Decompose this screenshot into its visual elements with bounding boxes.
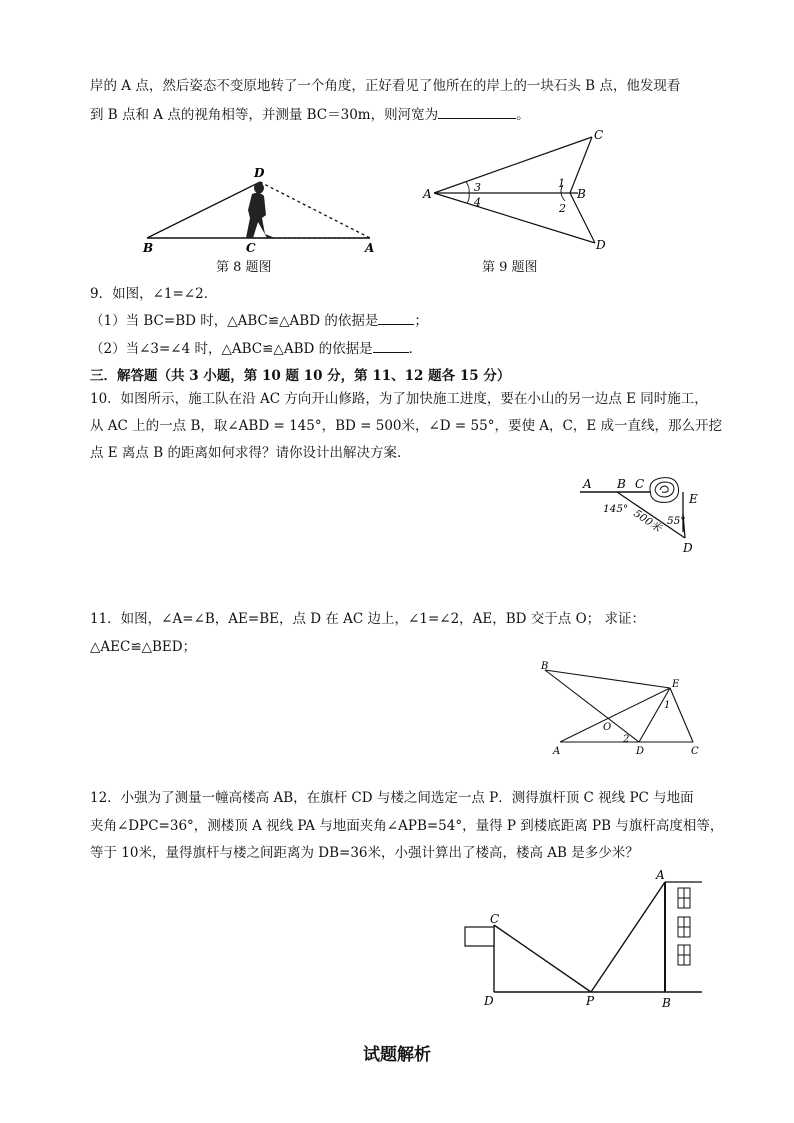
fig10-label-d: D — [683, 541, 693, 555]
q9-part1 — [90, 310, 428, 331]
q9-part1-text: （1）当 BC=BD 时，△ABC≌△ABD 的依据是 — [90, 313, 379, 329]
figure-12 — [460, 865, 710, 1010]
q11-line2: △AEC≌△BED； — [90, 639, 197, 655]
fig12-line-pc — [494, 925, 591, 992]
fig11-label-2: 2 — [623, 734, 630, 745]
section-3-heading: 三．解答题（共 3 小题，第 10 题 10 分，第 11、12 题各 15 分） — [90, 368, 511, 384]
fig10-angle-55: 55° — [667, 515, 686, 527]
q9-part2 — [90, 338, 422, 359]
fig11-line-bd — [545, 670, 639, 742]
q8-line2-end: 。 — [516, 107, 530, 123]
figure-8 — [135, 160, 385, 260]
q11-line1: 11．如图，∠A=∠B，AE=BE，点 D 在 AC 边上，∠1=∠2，AE，BD 交于点 O； 求证： — [90, 611, 645, 627]
fig8-person-silhouette — [246, 183, 275, 239]
q9-part2-blank[interactable] — [373, 338, 409, 353]
q12-line2: 夹角∠DPC=36°，测楼顶 A 视线 PA 与地面夹角∠APB=54°，量得 P 到楼底距离 PB 与旗杆高度相等， — [90, 818, 724, 834]
q10-line1: 10．如图所示，施工队在沿 AC 方向开山修路，为了加快施工进度，要在小山的另一边点 E 同时施工， — [90, 391, 708, 407]
fig8-dashed-da — [260, 182, 370, 238]
q12-line3: 等于 10米，量得旗杆与楼之间距离为 DB=36米，小强计算出了楼高，楼高 AB 是多少米？ — [90, 845, 639, 861]
fig12-line-pa — [591, 882, 665, 992]
fig12-label-c: C — [490, 912, 500, 926]
q12-line1: 12．小强为了测量一幢高楼高 AB，在旗杆 CD 与楼之间选定一点 P．测得旗杆顶 C 视线 PC 与地面 — [90, 790, 694, 806]
q9-part2-text: （2）当∠3=∠4 时，△ABC≌△ABD 的依据是 — [90, 341, 373, 357]
q8-answer-blank[interactable] — [438, 104, 516, 119]
figure-9 — [420, 125, 620, 255]
fig9-line-cb — [570, 137, 592, 193]
fig11-label-a: A — [553, 746, 561, 757]
fig8-line-bd — [147, 182, 260, 238]
fig8-label-c: C — [246, 241, 256, 255]
fig12-flag — [465, 927, 494, 946]
fig11-line-ae — [560, 688, 670, 742]
fig12-label-a: A — [656, 868, 665, 882]
fig10-length-500: 500米 — [631, 507, 664, 535]
solutions-title: 试题解析 — [363, 1045, 431, 1065]
fig11-label-b: B — [541, 661, 549, 672]
fig9-label-d: D — [596, 238, 606, 252]
fig12-label-b: B — [662, 996, 671, 1010]
fig8-label-a: A — [365, 241, 375, 255]
fig11-label-1: 1 — [664, 700, 671, 711]
fig12-building-windows — [678, 888, 690, 965]
fig9-line-ad — [434, 193, 595, 243]
fig11-label-c: C — [691, 746, 699, 757]
fig9-caption: 第 9 题图 — [482, 260, 538, 275]
fig9-label-2: 2 — [559, 202, 566, 215]
fig12-label-d: D — [484, 994, 494, 1008]
fig10-label-c: C — [635, 477, 645, 491]
fig11-line-be — [545, 670, 670, 688]
q9-part2-end: ． — [408, 341, 423, 357]
figure-10 — [575, 472, 700, 562]
fig10-mountain — [650, 478, 679, 503]
fig9-label-b: B — [577, 187, 586, 201]
fig11-label-d: D — [636, 746, 645, 757]
fig8-label-b: B — [143, 241, 154, 255]
q8-line1: 岸的 A 点，然后姿态不变原地转了一个角度，正好看见了他所在的岸上的一块石头 B 点，他发现看 — [90, 78, 681, 94]
fig9-label-1: 1 — [558, 177, 565, 190]
q10-line3: 点 E 离点 B 的距离如何求得？请你设计出解决方案． — [90, 445, 411, 461]
fig9-label-c: C — [594, 128, 604, 142]
fig9-arc-3 — [466, 182, 469, 193]
q8-line2 — [90, 104, 530, 125]
fig10-label-a: A — [583, 477, 592, 491]
figure-11 — [535, 660, 710, 760]
q8-line2-text: 到 B 点和 A 点的视角相等，并测量 BC＝30m，则河宽为 — [90, 107, 439, 123]
fig12-label-p: P — [586, 994, 595, 1008]
fig10-label-b: B — [617, 477, 626, 491]
fig8-label-d: D — [254, 166, 265, 180]
q9-part1-blank[interactable] — [378, 310, 414, 325]
fig11-label-e: E — [672, 679, 680, 690]
fig9-label-4: 4 — [474, 196, 481, 209]
fig9-arc-4 — [467, 193, 469, 203]
q10-line2: 从 AC 上的一点 B，取∠ABD = 145°，BD = 500米，∠D = 55°，要使 A，C，E 成一直线，那么开挖 — [90, 418, 722, 434]
q9-stem: 9．如图，∠1=∠2． — [90, 286, 218, 302]
fig9-label-3: 3 — [474, 181, 481, 194]
fig10-angle-145: 145° — [603, 503, 629, 515]
q9-part1-end: ； — [414, 313, 428, 329]
fig9-line-ac — [434, 137, 592, 193]
fig11-label-o: O — [603, 722, 612, 733]
fig9-label-a: A — [423, 187, 432, 201]
fig8-caption: 第 8 题图 — [216, 260, 272, 275]
fig11-line-ec — [670, 688, 693, 742]
fig10-label-e: E — [689, 492, 698, 506]
